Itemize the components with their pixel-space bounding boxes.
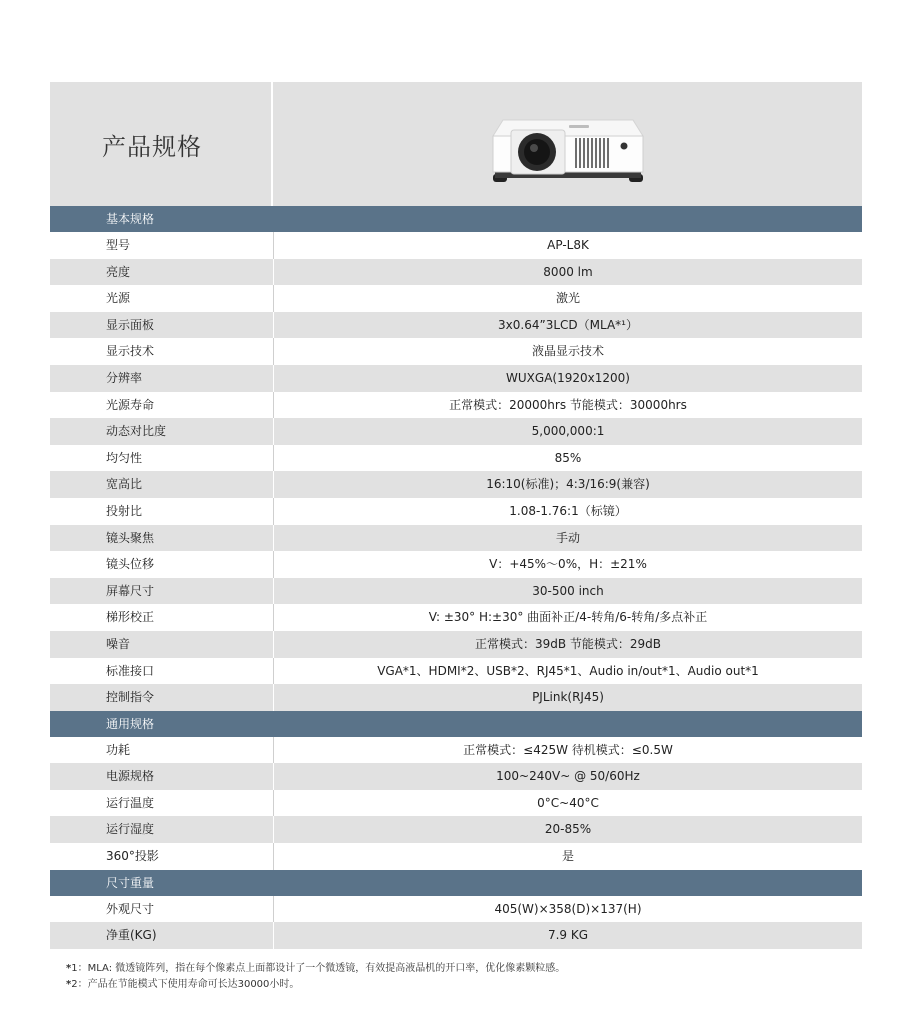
- spec-row: [50, 498, 862, 525]
- spec-label: 显示面板: [50, 312, 274, 339]
- spec-value: WUXGA(1920x1200): [506, 370, 630, 385]
- spec-label: 电源规格: [50, 763, 274, 790]
- spec-label: 梯形校正: [50, 604, 274, 631]
- spec-label: 镜头位移: [50, 551, 274, 578]
- spec-label: 投射比: [50, 498, 274, 525]
- spec-label: 均匀性: [50, 445, 274, 472]
- spec-row: [50, 445, 862, 472]
- spec-row: [50, 922, 862, 949]
- spec-value: 激光: [555, 291, 580, 306]
- spec-label: 净重(KG): [50, 922, 274, 949]
- title-cell: [50, 82, 273, 206]
- spec-value: 正常模式：39dB 节能模式：29dB: [474, 636, 662, 651]
- spec-row: [50, 525, 862, 552]
- spec-label: 型号: [50, 232, 274, 259]
- footnote: *2：产品在节能模式下使用寿命可长达30000小时。: [66, 979, 300, 990]
- spec-value: PJLink(RJ45): [532, 690, 604, 705]
- spec-label: 镜头聚焦: [50, 525, 274, 552]
- spec-label: 运行湿度: [50, 816, 274, 843]
- spec-value: 85%: [554, 450, 582, 465]
- spec-row: [50, 551, 862, 578]
- spec-label: 光源寿命: [50, 392, 274, 419]
- spec-label: 外观尺寸: [50, 896, 274, 923]
- spec-label: 标准接口: [50, 658, 274, 685]
- spec-label: 屏幕尺寸: [50, 578, 274, 605]
- spec-value: VGA*1、HDMI*2、USB*2、RJ45*1、Audio in/out*1、Audio out*1: [377, 663, 759, 678]
- spec-row: [50, 684, 862, 711]
- spec-row: [50, 285, 862, 312]
- spec-row: [50, 763, 862, 790]
- spec-label: 360°投影: [50, 843, 274, 870]
- spec-row: [50, 365, 862, 392]
- spec-value: 3x0.64”3LCD（MLA*¹）: [498, 317, 638, 332]
- spec-row: [50, 471, 862, 498]
- spec-sheet: [50, 82, 862, 949]
- spec-value: 正常模式：≤425W 待机模式：≤0.5W: [463, 742, 673, 757]
- spec-header: [50, 82, 862, 206]
- spec-value: 20-85%: [544, 822, 592, 837]
- spec-label: 宽高比: [50, 471, 274, 498]
- spec-label: 噪音: [50, 631, 274, 658]
- spec-row: [50, 631, 862, 658]
- spec-value: V: ±30° H:±30° 曲面补正/4-转角/6-转角/多点补正: [428, 610, 708, 625]
- spec-label: 运行温度: [50, 790, 274, 817]
- section-header: 通用规格: [50, 711, 862, 737]
- spec-row: [50, 232, 862, 259]
- spec-value: 100~240V~ @ 50/60Hz: [496, 769, 640, 784]
- spec-label: 光源: [50, 285, 274, 312]
- spec-row: [50, 259, 862, 286]
- product-image-cell: [273, 82, 862, 206]
- section-header: 基本规格: [50, 206, 862, 232]
- spec-row: [50, 418, 862, 445]
- spec-value: 0°C~40°C: [537, 795, 599, 810]
- spec-row: [50, 312, 862, 339]
- spec-value: 30-500 inch: [532, 583, 604, 598]
- footnotes: [66, 961, 565, 993]
- spec-row: [50, 816, 862, 843]
- spec-label: 亮度: [50, 259, 274, 286]
- spec-value: 正常模式：20000hrs 节能模式：30000hrs: [449, 397, 687, 412]
- spec-label: 显示技术: [50, 338, 274, 365]
- spec-label: 动态对比度: [50, 418, 274, 445]
- projector-icon: [483, 102, 653, 186]
- footnote: *1：MLA: 微透镜阵列，指在每个像素点上面都设计了一个微透镜，有效提高液晶机的开口率，优化像素颗粒感。: [66, 963, 566, 974]
- spec-row: [50, 338, 862, 365]
- spec-value: AP-L8K: [547, 238, 589, 252]
- spec-value: 是: [561, 849, 574, 864]
- spec-value: 8000 lm: [543, 264, 593, 279]
- section-header: 尺寸重量: [50, 870, 862, 896]
- spec-row: [50, 843, 862, 870]
- spec-value: 7.9 KG: [547, 928, 589, 943]
- spec-row: [50, 737, 862, 764]
- spec-label: 功耗: [50, 737, 274, 764]
- spec-value: 液晶显示技术: [531, 344, 604, 359]
- spec-label: 分辨率: [50, 365, 274, 392]
- spec-value: 16:10(标准)；4:3/16:9(兼容): [486, 477, 650, 492]
- spec-row: [50, 604, 862, 631]
- spec-value: 手动: [555, 530, 580, 545]
- spec-row: [50, 392, 862, 419]
- page-title: 产品规格: [102, 132, 202, 161]
- spec-value: 1.08-1.76:1（标镜）: [509, 503, 627, 518]
- spec-value: 405(W)×358(D)×137(H): [494, 901, 642, 916]
- spec-sections: [50, 206, 862, 949]
- spec-value: V：+45%～0%，H：±21%: [489, 557, 647, 572]
- spec-value: 5,000,000:1: [531, 424, 605, 439]
- spec-row: [50, 658, 862, 685]
- spec-row: [50, 790, 862, 817]
- spec-label: 控制指令: [50, 684, 274, 711]
- spec-row: [50, 578, 862, 605]
- spec-row: [50, 896, 862, 923]
